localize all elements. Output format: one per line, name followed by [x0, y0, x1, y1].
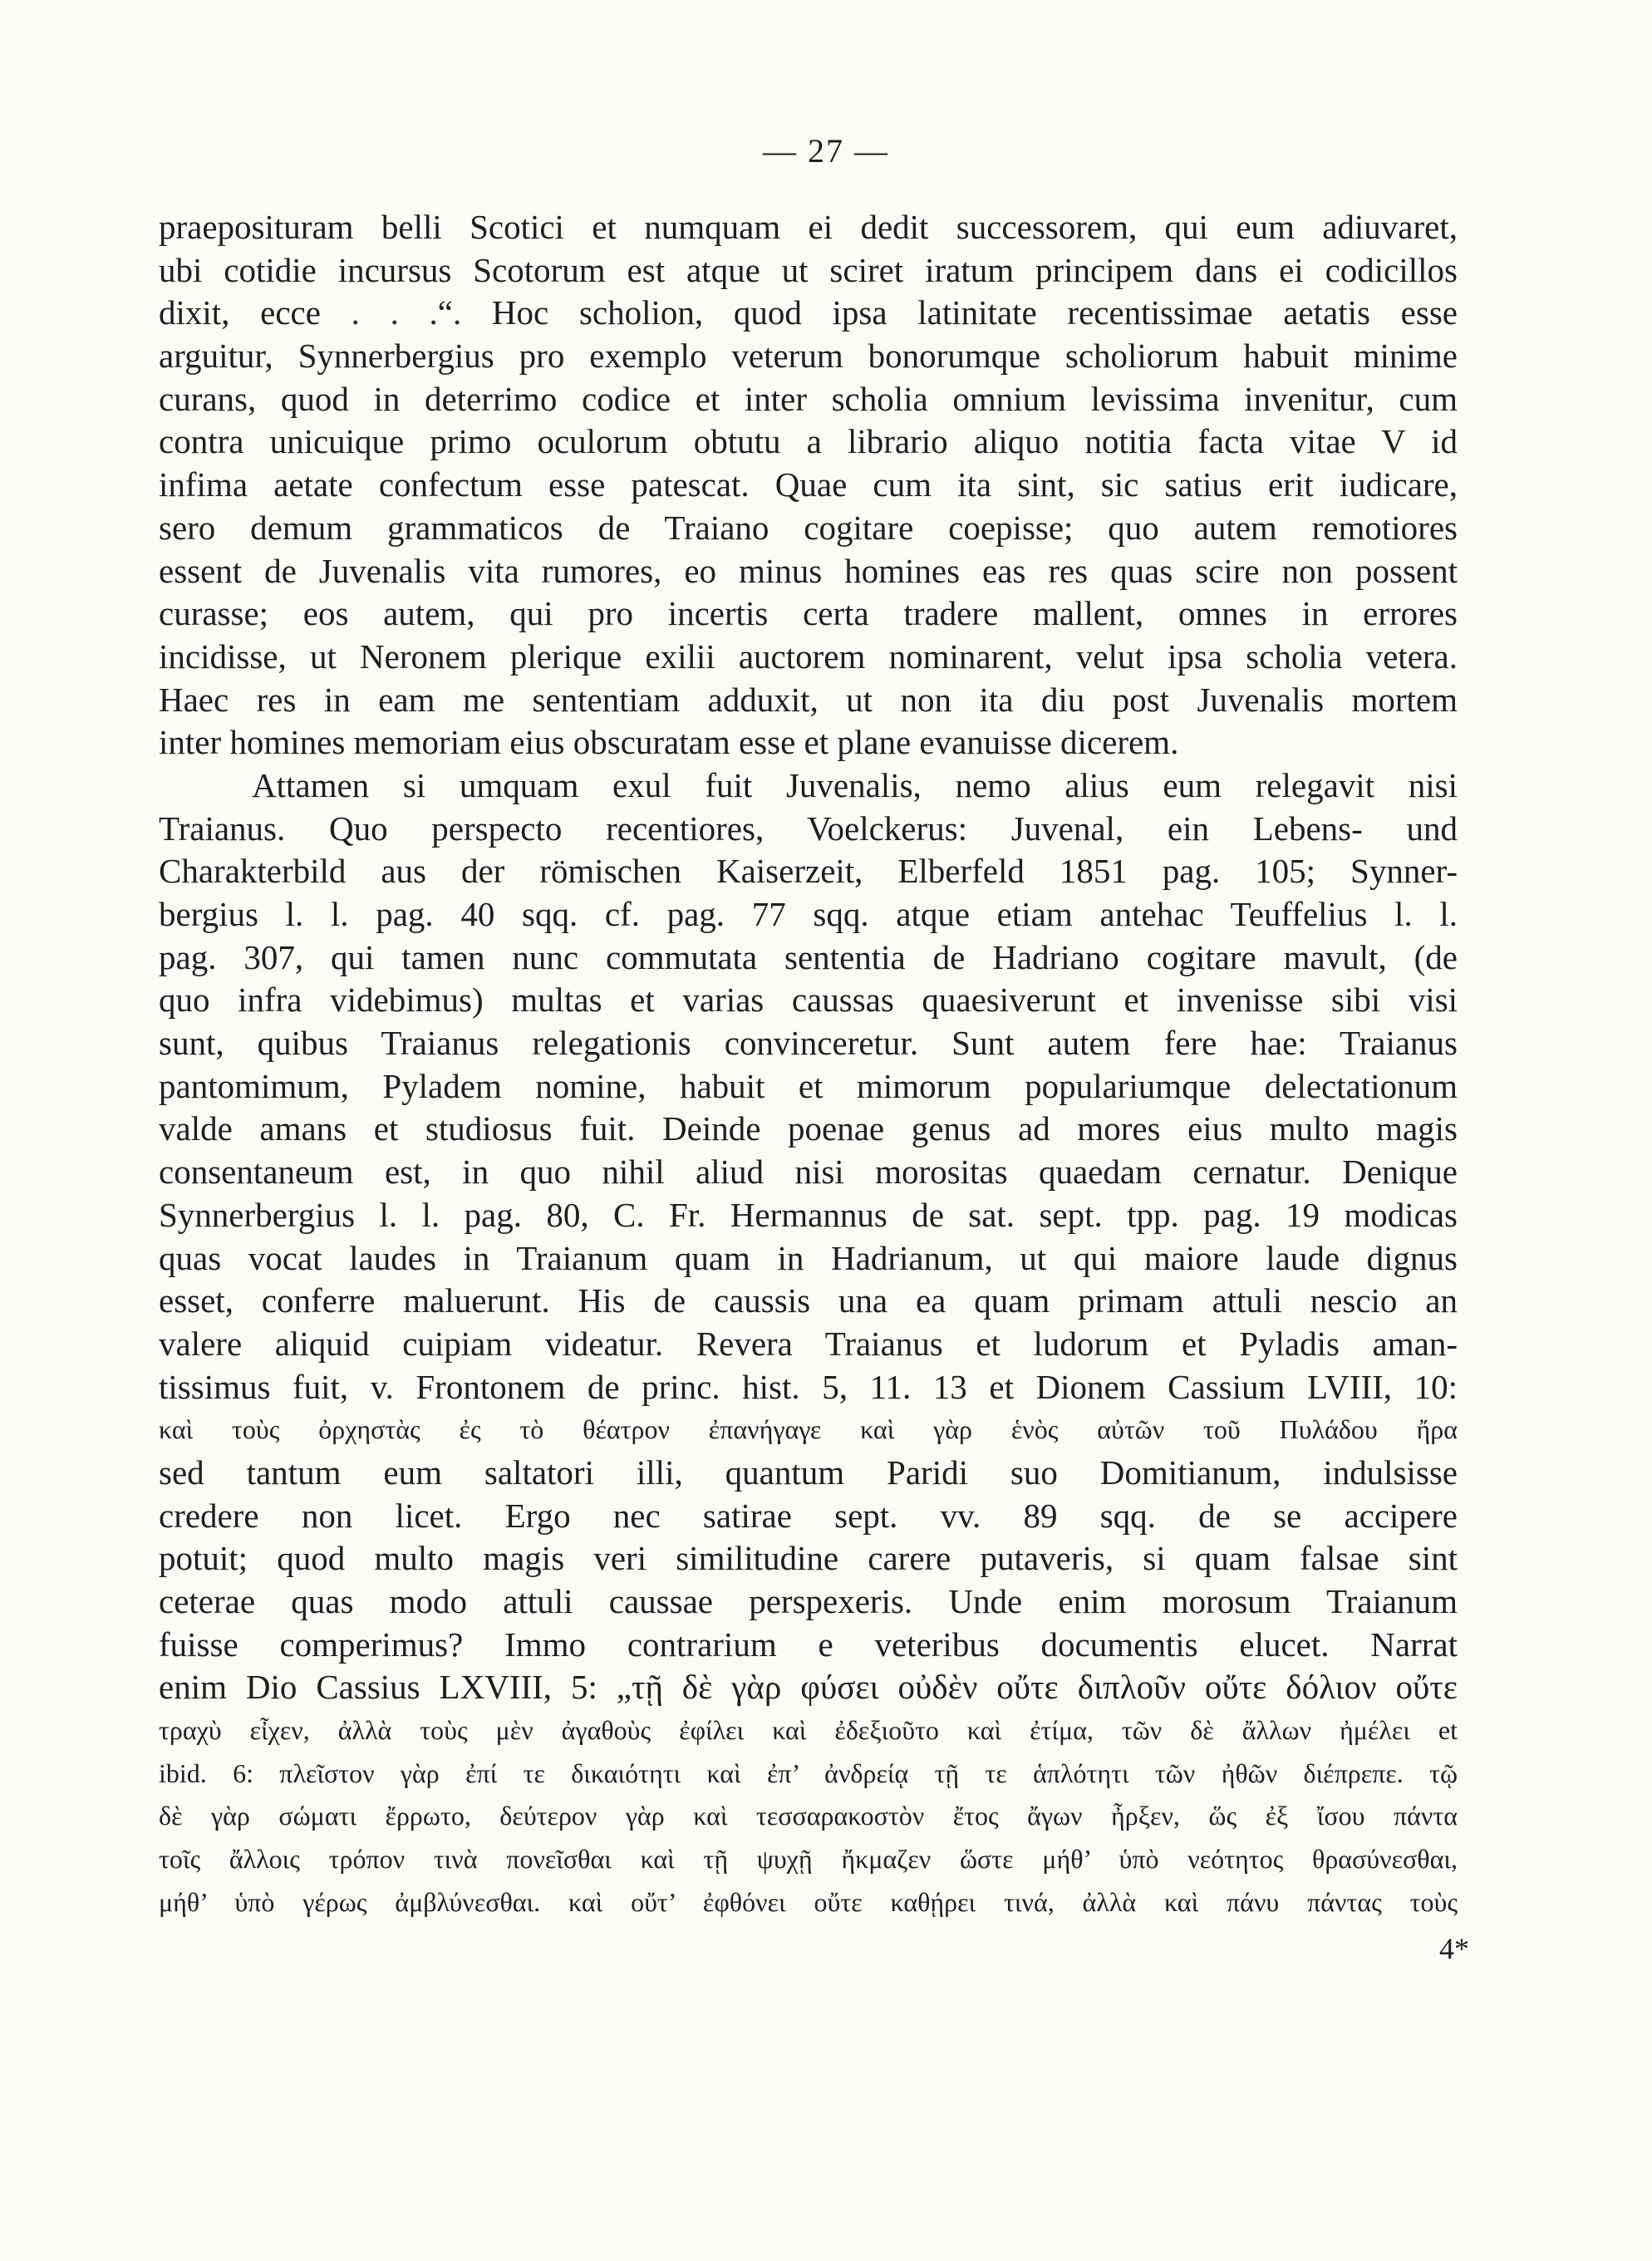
text-line: enim Dio Cassius LXVIII, 5: „τῇ δὲ γὰρ φύσει οὐδὲν οὔτε διπλοῦν οὔτε δόλιον οὔτε [159, 1668, 1458, 1707]
text-line: μήθ’ ὑπὸ γέρως ἀμβλύνεσθαι. καὶ οὔτ’ ἐφθόνει οὔτε καθῄρει τινά, ἀλλὰ καὶ πάνυ πάντας τοὺς [159, 1886, 1458, 1917]
signature-mark: 4* [1439, 1932, 1469, 1965]
text-line: contra unicuique primo oculorum obtutu a librario aliquo notitia facta vitae V id [159, 422, 1458, 461]
body-text [159, 206, 1458, 1924]
text-line: sero demum grammaticos de Traiano cogitare coepisse; quo autem remotiores [159, 508, 1458, 547]
text-line: δὲ γὰρ σώματι ἔρρωτο, δεύτερον γὰρ καὶ τεσσαρακοστὸν ἔτος ἄγων ἦρξεν, ὥς ἐξ ἴσου πάντα [159, 1801, 1458, 1831]
text-line: inter homines memoriam eius obscuratam esse et plane evanuisse dicerem. [159, 723, 1179, 762]
text-line: καὶ τοὺς ὀρχηστὰς ἐς τὸ θέατρον ἐπανήγαγε καὶ γὰρ ἑνὸς αὐτῶν τοῦ Πυλάδου ἤρα [159, 1414, 1458, 1445]
text-line: infima aetate confectum esse patescat. Quae cum ita sint, sic satius erit iudicare, [159, 465, 1458, 504]
text-line: valde amans et studiosus fuit. Deinde poenae genus ad mores eius multo magis [159, 1109, 1458, 1148]
text-line: ubi cotidie incursus Scotorum est atque ut sciret iratum principem dans ei codicillos [159, 250, 1458, 289]
text-line: Traianus. Quo perspecto recentiores, Voelckerus: Juvenal, ein Lebens- und [159, 809, 1458, 848]
text-line: dixit, ecce . . .“. Hoc scholion, quod ipsa latinitate recentissimae aetatis esse [159, 293, 1458, 332]
text-line: pag. 307, qui tamen nunc commutata sententia de Hadriano cogitare mavult, (de [159, 937, 1458, 976]
text-line: fuisse comperimus? Immo contrarium e veteribus documentis elucet. Narrat [159, 1624, 1458, 1664]
page-number: — 27 — [763, 132, 889, 170]
text-line: bergius l. l. pag. 40 sqq. cf. pag. 77 sqq. atque etiam antehac Teuffelius l. l. [159, 895, 1458, 933]
text-line: credere non licet. Ergo nec satirae sept. vv. 89 sqq. de se accipere [159, 1496, 1458, 1535]
text-line: sed tantum eum saltatori illi, quantum Paridi suo Domitianum, indulsisse [159, 1452, 1458, 1492]
text-line: quo infra videbimus) multas et varias caussas quaesiverunt et invenisse sibi visi [159, 981, 1458, 1020]
text-line: esset, conferre maluerunt. His de caussis una ea quam primam attuli nescio an [159, 1281, 1458, 1320]
text-line: Synnerbergius l. l. pag. 80, C. Fr. Hermannus de sat. sept. tpp. pag. 19 modicas [159, 1195, 1458, 1234]
text-line: potuit; quod multo magis veri similitudine carere putaveris, si quam falsae sint [159, 1539, 1458, 1578]
text-line: τραχὺ εἶχεν, ἀλλὰ τοὺς μὲν ἀγαθοὺς ἐφίλει καὶ ἐδεξιοῦτο καὶ ἐτίμα, τῶν δὲ ἄλλων ἠμέλει et [159, 1715, 1458, 1746]
text-line: consentaneum est, in quo nihil aliud nisi morositas quaedam cernatur. Denique [159, 1153, 1458, 1192]
text-line: ibid. 6: πλεῖστον γὰρ ἐπί τε δικαιότητι καὶ ἐπ’ ἀνδρείᾳ τῇ τε ἁπλότητι τῶν ἠθῶν διέπρεπε. τῷ [159, 1757, 1458, 1788]
text-line: curans, quod in deterrimo codice et inter scholia omnium levissima invenitur, cum [159, 379, 1458, 418]
text-line: arguitur, Synnerbergius pro exemplo veterum bonorumque scholiorum habuit minime [159, 337, 1458, 376]
text-line: sunt, quibus Traianus relegationis convinceretur. Sunt autem fere hae: Traianus [159, 1024, 1458, 1063]
text-line: curasse; eos autem, qui pro incertis certa tradere mallent, omnes in errores [159, 594, 1458, 633]
text-line: Attamen si umquam exul fuit Juvenalis, nemo alius eum relegavit nisi [252, 765, 1458, 804]
text-line: praeposituram belli Scotici et numquam ei dedit successorem, qui eum adiuvaret, [159, 208, 1458, 246]
text-line: Charakterbild aus der römischen Kaiserzeit, Elberfeld 1851 pag. 105; Synner- [159, 852, 1458, 891]
text-line: Haec res in eam me sententiam adduxit, ut non ita diu post Juvenalis mortem [159, 680, 1458, 719]
text-line: quas vocat laudes in Traianum quam in Hadrianum, ut qui maiore laude dignus [159, 1238, 1458, 1277]
text-line: valere aliquid cuipiam videatur. Revera Traianus et ludorum et Pyladis aman- [159, 1324, 1458, 1363]
text-line: ceterae quas modo attuli caussae perspexeris. Unde enim morosum Traianum [159, 1582, 1458, 1620]
text-line: essent de Juvenalis vita rumores, eo minus homines eas res quas scire non possent [159, 551, 1458, 590]
text-line: incidisse, ut Neronem plerique exilii auctorem nominarent, velut ipsa scholia vetera. [159, 637, 1458, 676]
text-line: τοῖς ἄλλοις τρόπον τινὰ πονεῖσθαι καὶ τῇ ψυχῇ ἤκμαζεν ὥστε μήθ’ ὑπὸ νεότητος θρασύνεσθαι, [159, 1844, 1458, 1875]
text-line: tissimus fuit, v. Frontonem de princ. hist. 5, 11. 13 et Dionem Cassium LVIII, 10: [159, 1367, 1458, 1406]
text-line: pantomimum, Pyladem nomine, habuit et mimorum populariumque delectationum [159, 1066, 1458, 1105]
